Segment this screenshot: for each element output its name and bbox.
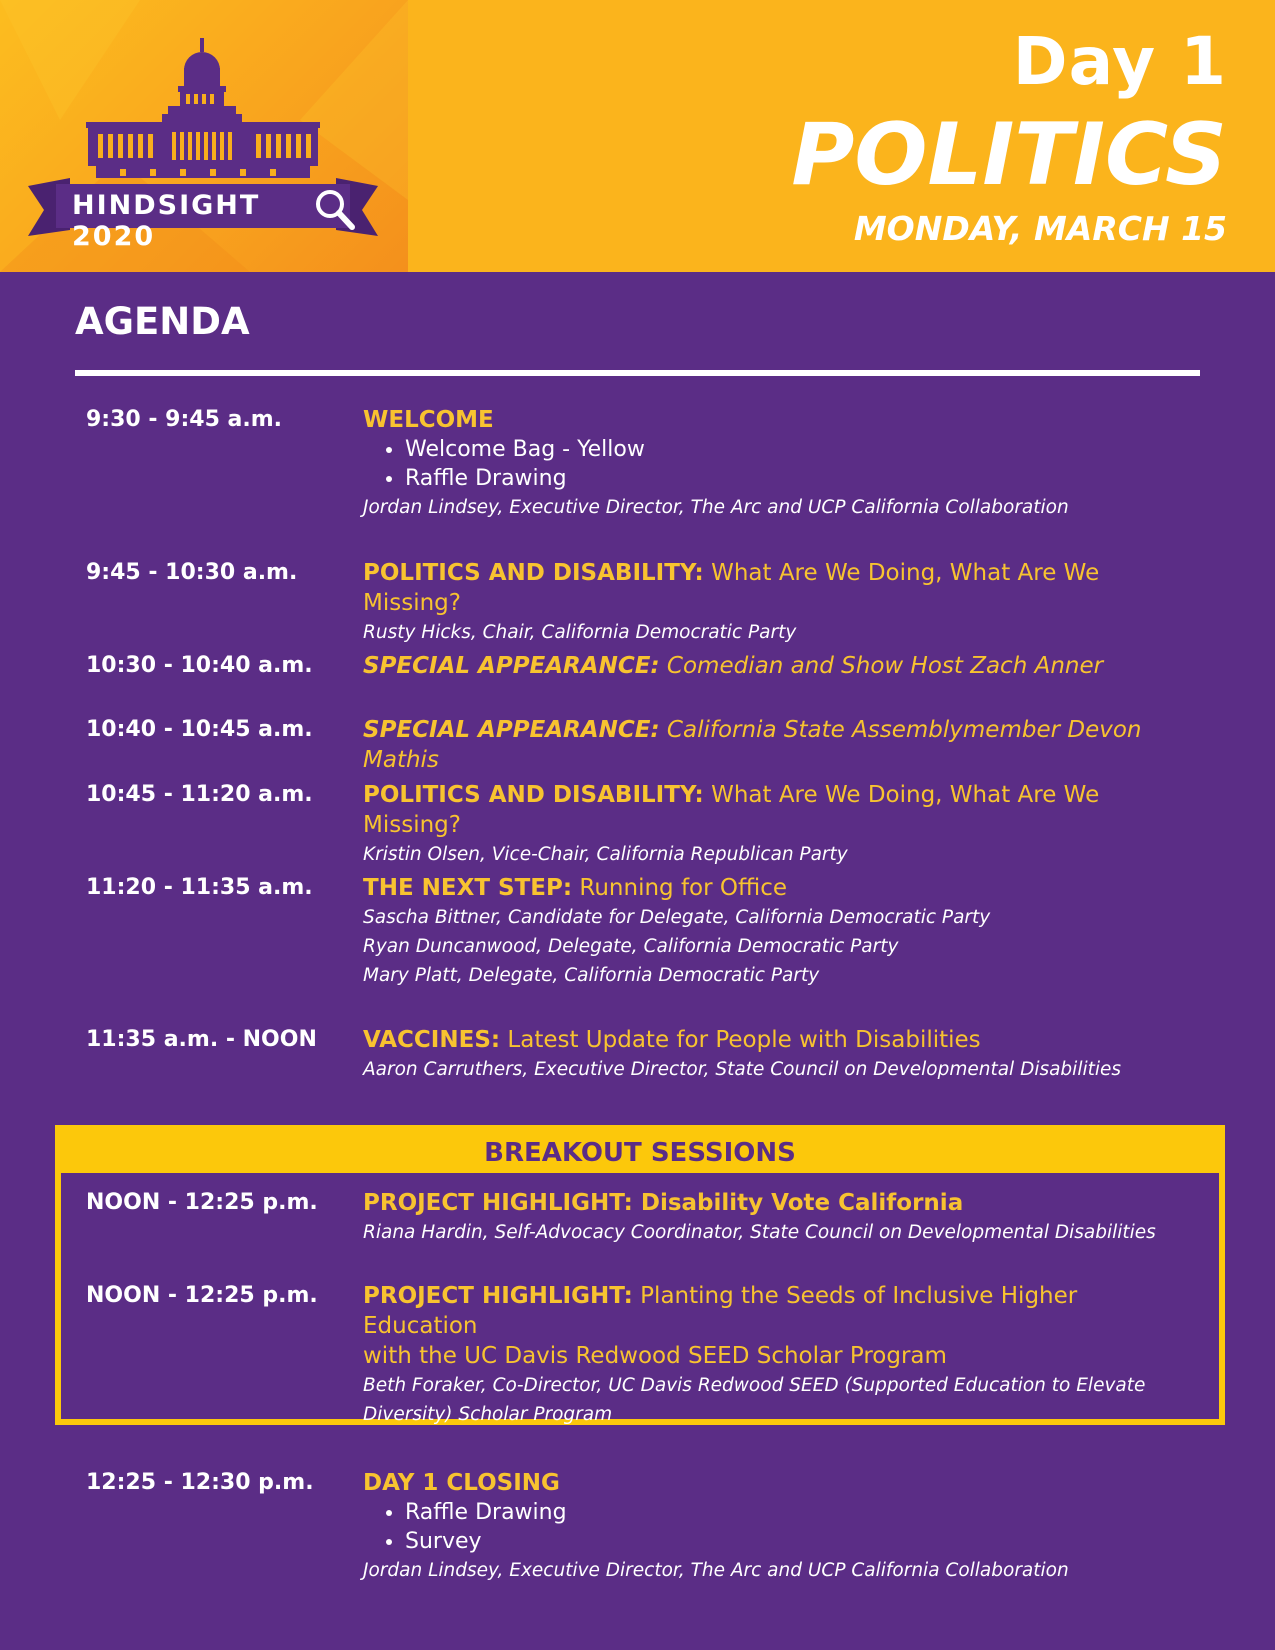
speaker: Aaron Carruthers, Executive Director, State Council on Developmental Disabilities bbox=[363, 1059, 1122, 1080]
divider bbox=[75, 370, 1200, 376]
agenda-time: NOON - 12:25 p.m. bbox=[86, 1190, 318, 1215]
agenda-subtitle: California State Assemblymember Devon Mathis bbox=[363, 717, 1142, 773]
logo-text: HINDSIGHT 2020 bbox=[72, 190, 261, 252]
speaker: Jordan Lindsey, Executive Director, The Arc and UCP California Collaboration bbox=[363, 497, 1069, 518]
agenda-title bbox=[363, 558, 1193, 618]
theme-title: POLITICS bbox=[791, 105, 1227, 205]
agenda-content bbox=[363, 405, 1193, 522]
agenda-content bbox=[363, 1025, 1193, 1084]
speaker: Ryan Duncanwood, Delegate, California Democratic Party bbox=[363, 936, 899, 957]
agenda-content bbox=[363, 558, 1193, 647]
speaker: Rusty Hicks, Chair, California Democratic Party bbox=[363, 622, 797, 643]
agenda-label: PROJECT HIGHLIGHT: Disability Vote California bbox=[363, 1190, 964, 1216]
speaker: Kristin Olsen, Vice-Chair, California Republican Party bbox=[363, 844, 848, 865]
list-item: • Raffle Drawing bbox=[405, 464, 1193, 493]
agenda-label: POLITICS AND DISABILITY: bbox=[363, 782, 704, 808]
agenda-label: VACCINES: bbox=[363, 1027, 501, 1053]
agenda-time: 10:40 - 10:45 a.m. bbox=[86, 717, 313, 742]
speaker: Diversity) Scholar Program bbox=[363, 1404, 613, 1425]
agenda-label: POLITICS AND DISABILITY: bbox=[363, 560, 704, 586]
agenda-content bbox=[363, 1188, 1193, 1247]
agenda-title bbox=[363, 1025, 1193, 1055]
agenda-time: 9:30 - 9:45 a.m. bbox=[86, 407, 283, 432]
agenda-content bbox=[363, 651, 1193, 681]
speaker: Riana Hardin, Self-Advocacy Coordinator, State Council on Developmental Disabilities bbox=[363, 1222, 1156, 1243]
agenda-time: 10:45 - 11:20 a.m. bbox=[86, 782, 313, 807]
agenda-title bbox=[363, 873, 1193, 903]
speaker: Mary Platt, Delegate, California Democratic Party bbox=[363, 965, 820, 986]
agenda-label: SPECIAL APPEARANCE: bbox=[363, 717, 660, 743]
speaker: Beth Foraker, Co-Director, UC Davis Redwood SEED (Supported Education to Elevate bbox=[363, 1375, 1146, 1396]
agenda-title bbox=[363, 1281, 1193, 1341]
speaker: Sascha Bittner, Candidate for Delegate, California Democratic Party bbox=[363, 907, 991, 928]
agenda-time: 10:30 - 10:40 a.m. bbox=[86, 653, 313, 678]
agenda-label: PROJECT HIGHLIGHT: bbox=[363, 1283, 633, 1309]
date-title: MONDAY, MARCH 15 bbox=[853, 209, 1227, 248]
agenda-title bbox=[363, 1468, 1193, 1498]
agenda-label: THE NEXT STEP: bbox=[363, 875, 573, 901]
agenda-content bbox=[363, 1468, 1193, 1585]
speaker: Jordan Lindsey, Executive Director, The Arc and UCP California Collaboration bbox=[363, 1560, 1069, 1581]
bullet-list bbox=[363, 435, 1193, 493]
day-title: Day 1 bbox=[1012, 23, 1227, 100]
agenda-content bbox=[363, 1281, 1193, 1429]
agenda-content bbox=[363, 715, 1193, 775]
agenda-subtitle: Latest Update for People with Disabilities bbox=[500, 1027, 981, 1053]
agenda-subtitle: Planting the Seeds of Inclusive Higher Education bbox=[363, 1283, 1078, 1339]
agenda-time: 11:20 - 11:35 a.m. bbox=[86, 875, 313, 900]
list-item: • Survey bbox=[405, 1527, 1193, 1556]
agenda-content bbox=[363, 873, 1193, 990]
agenda-subtitle: What Are We Doing, What Are We Missing? bbox=[363, 782, 1100, 838]
header-banner bbox=[0, 0, 1275, 272]
agenda-title bbox=[363, 780, 1193, 840]
agenda-title bbox=[363, 405, 1193, 435]
breakout-heading: BREAKOUT SESSIONS bbox=[61, 1131, 1219, 1173]
agenda-time: 12:25 - 12:30 p.m. bbox=[86, 1470, 314, 1495]
agenda-content bbox=[363, 780, 1193, 869]
agenda-heading: AGENDA bbox=[75, 300, 250, 343]
agenda-label: DAY 1 CLOSING bbox=[363, 1470, 560, 1496]
agenda-title-continued: with the UC Davis Redwood SEED Scholar Program bbox=[363, 1343, 947, 1369]
agenda-subtitle: What Are We Doing, What Are We Missing? bbox=[363, 560, 1100, 616]
agenda-time: 11:35 a.m. - NOON bbox=[86, 1027, 317, 1052]
agenda-time: 9:45 - 10:30 a.m. bbox=[86, 560, 298, 585]
list-item: • Raffle Drawing bbox=[405, 1498, 1193, 1527]
agenda-time: NOON - 12:25 p.m. bbox=[86, 1283, 318, 1308]
list-item: • Welcome Bag - Yellow bbox=[405, 435, 1193, 464]
agenda-subtitle: Running for Office bbox=[572, 875, 788, 901]
agenda-subtitle: Comedian and Show Host Zach Anner bbox=[659, 653, 1104, 679]
agenda-label: SPECIAL APPEARANCE: bbox=[363, 653, 660, 679]
logo bbox=[0, 0, 408, 272]
bullet-list bbox=[363, 1498, 1193, 1556]
agenda-title bbox=[363, 651, 1193, 681]
agenda-title bbox=[363, 715, 1193, 775]
agenda-label: WELCOME bbox=[363, 407, 494, 433]
agenda-title bbox=[363, 1188, 1193, 1218]
